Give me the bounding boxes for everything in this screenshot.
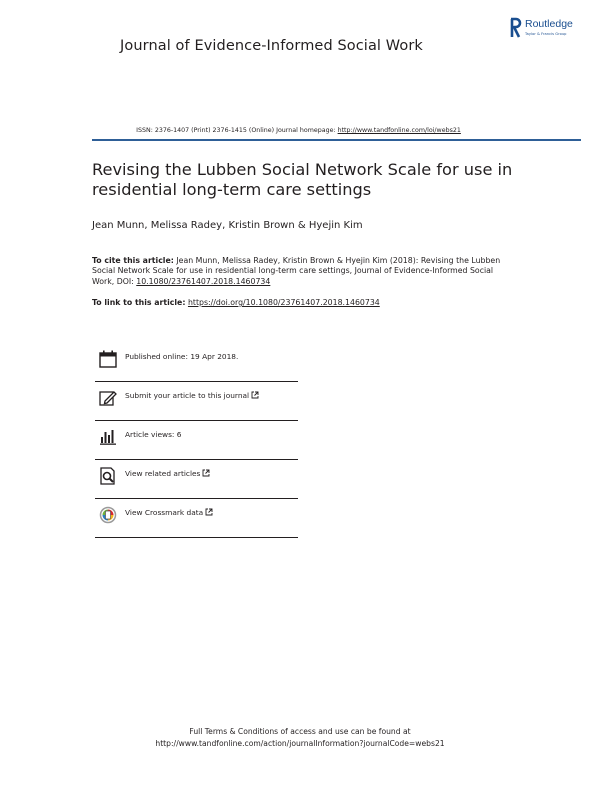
view-crossmark-link[interactable] [125,508,213,517]
citation-text: Jean Munn, Melissa Radey, Kristin Brown & Hyejin Kim (2018): Revising the Lubben Social Network Scale for use in residential long-term care settings, Journal of Evidence-Informed Social Work, DOI: [92,256,501,286]
footer-terms-link[interactable]: http://www.tandfonline.com/action/journalInformation?journalCode=webs21 [155,738,445,748]
publisher-tagline: Taylor & Francis Group [525,32,567,36]
submit-article-link[interactable] [125,391,259,400]
journal-title: Journal of Evidence-Informed Social Work [120,38,423,54]
info-row-published [95,343,298,382]
terms-footer [140,726,460,749]
article-views-text: Article views: 6 [125,430,182,439]
info-row-views [95,421,298,460]
related-articles-label: View related articles [125,469,201,478]
journal-homepage-link[interactable]: http://www.tandfonline.com/loi/webs21 [337,127,461,134]
pencil-edit-icon [99,389,117,407]
citation-block [92,256,512,287]
routledge-logo [509,16,589,46]
routledge-r-logo-icon [509,17,523,39]
info-row-submit[interactable] [95,382,298,421]
article-info-list [95,343,298,538]
issn-line [92,127,505,134]
article-authors: Jean Munn, Melissa Radey, Kristin Brown & Hyejin Kim [92,220,363,231]
external-link-icon [202,469,210,477]
link-label: To link to this article: [92,298,186,307]
external-link-icon [205,508,213,516]
citation-label: To cite this article: [92,256,174,265]
crossmark-icon [99,506,117,524]
article-link-line [92,298,512,307]
crossmark-label: View Crossmark data [125,508,204,517]
submit-article-label: Submit your article to this journal [125,391,250,400]
footer-terms-text: Full Terms & Conditions of access and use can be found at [189,727,411,736]
header-rule [92,139,581,141]
magnifier-document-icon [99,467,117,485]
article-doi-link[interactable]: https://doi.org/10.1080/23761407.2018.1460734 [187,298,380,307]
info-row-crossmark[interactable] [95,499,298,538]
publisher-name: Routledge [525,18,573,30]
published-online-text: Published online: 19 Apr 2018. [125,352,239,361]
info-row-related[interactable] [95,460,298,499]
bar-chart-icon [99,428,117,446]
issn-text: ISSN: 2376-1407 (Print) 2376-1415 (Online) Journal homepage: [136,127,336,134]
article-title: Revising the Lubben Social Network Scale for use in residential long-term care settings [92,160,513,199]
view-related-articles-link[interactable] [125,469,210,478]
external-link-icon [251,391,259,399]
citation-doi-link[interactable]: 10.1080/23761407.2018.1460734 [136,276,271,286]
calendar-icon [99,350,117,368]
